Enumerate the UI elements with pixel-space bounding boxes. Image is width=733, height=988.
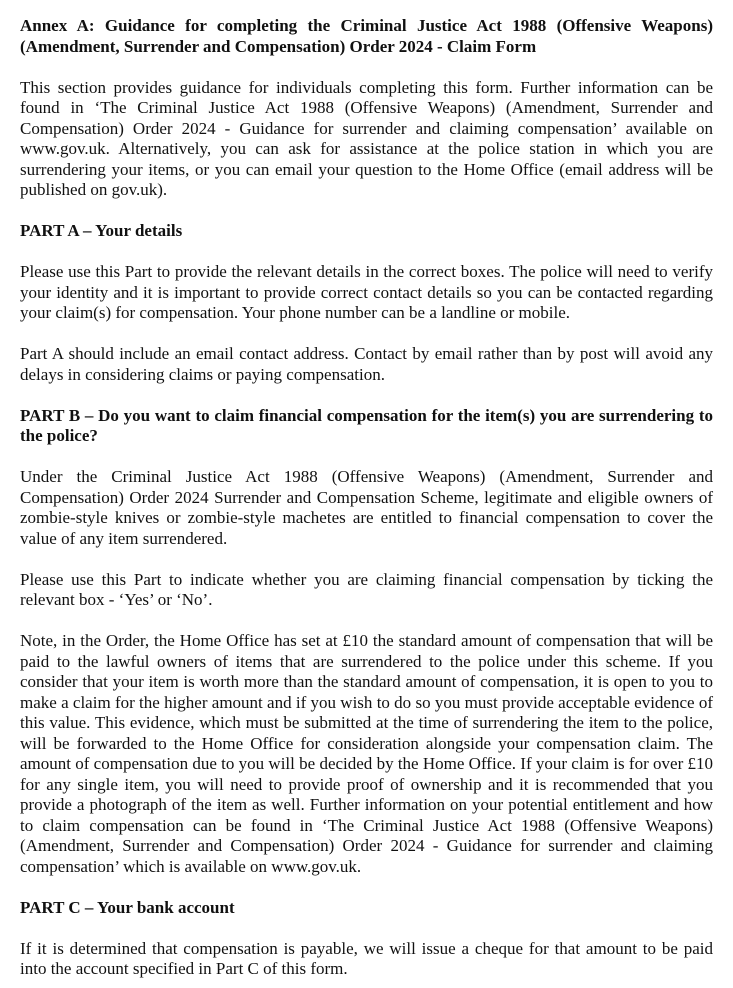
part-a-paragraph-1: Please use this Part to provide the relevant details in the correct boxes. The police will need to verify your identity and it is important to provide correct contact details so you can be contacted regarding your claim(s) for compensation. Your phone number can be a landline or mobile. — [20, 262, 713, 322]
part-b-paragraph-3: Note, in the Order, the Home Office has set at £10 the standard amount of compensation that will be paid to the lawful owners of items that are surrendered to the police under this scheme. If you consider that your item is worth more than the standard amount of compensation, it is open to you to make a claim for the higher amount and if you wish to do so you must provide acceptable evidence of this value. This evidence, which must be submitted at the time of surrendering the item to the police, will be forwarded to the Home Office for consideration alongside your compensation claim. The amount of compensation due to you will be decided by the Home Office. If your claim is for over £10 for any single item, you will need to provide proof of ownership and it is recommended that you provide a photograph of the item as well. Further information on your potential entitlement and how to claim compensation can be found in ‘The Criminal Justice Act 1988 (Offensive Weapons) (Amendment, Surrender and Compensation) Order 2024 - Guidance for surrender and claiming compensation’ which is available on www.gov.uk. — [20, 631, 713, 876]
part-b-paragraph-1: Under the Criminal Justice Act 1988 (Offensive Weapons) (Amendment, Surrender and Compensation) Order 2024 Surrender and Compensation Scheme, legitimate and eligible owners of zombie-style knives or zombie-style machetes are entitled to financial compensation to cover the value of any item surrendered. — [20, 467, 713, 548]
intro-paragraph: This section provides guidance for individuals completing this form. Further information can be found in ‘The Criminal Justice Act 1988 (Offensive Weapons) (Amendment, Surrender and Compensation) Order 2024 - Guidance for surrender and claiming compensation’ available on www.gov.uk. Alternatively, you can ask for assistance at the police station in which you are surrendering your items, or you can email your question to the Home Office (email address will be published on gov.uk). — [20, 77, 713, 199]
document-page — [20, 16, 713, 980]
part-b-paragraph-2: Please use this Part to indicate whether you are claiming financial compensation by ticking the relevant box - ‘Yes’ or ‘No’. — [20, 569, 713, 609]
document-title: Annex A: Guidance for completing the Criminal Justice Act 1988 (Offensive Weapons) (Amendment, Surrender and Compensation) Order 2024 - Claim Form — [20, 16, 713, 56]
part-c-heading: PART C – Your bank account — [20, 897, 235, 917]
part-b-heading: PART B – Do you want to claim financial compensation for the item(s) you are surrendering to the police? — [20, 405, 713, 445]
part-c-paragraph-1: If it is determined that compensation is payable, we will issue a cheque for that amount to be paid into the account specified in Part C of this form. — [20, 938, 713, 978]
part-a-heading: PART A – Your details — [20, 221, 183, 240]
part-a-paragraph-2: Part A should include an email contact address. Contact by email rather than by post will avoid any delays in considering claims or paying compensation. — [20, 344, 713, 384]
